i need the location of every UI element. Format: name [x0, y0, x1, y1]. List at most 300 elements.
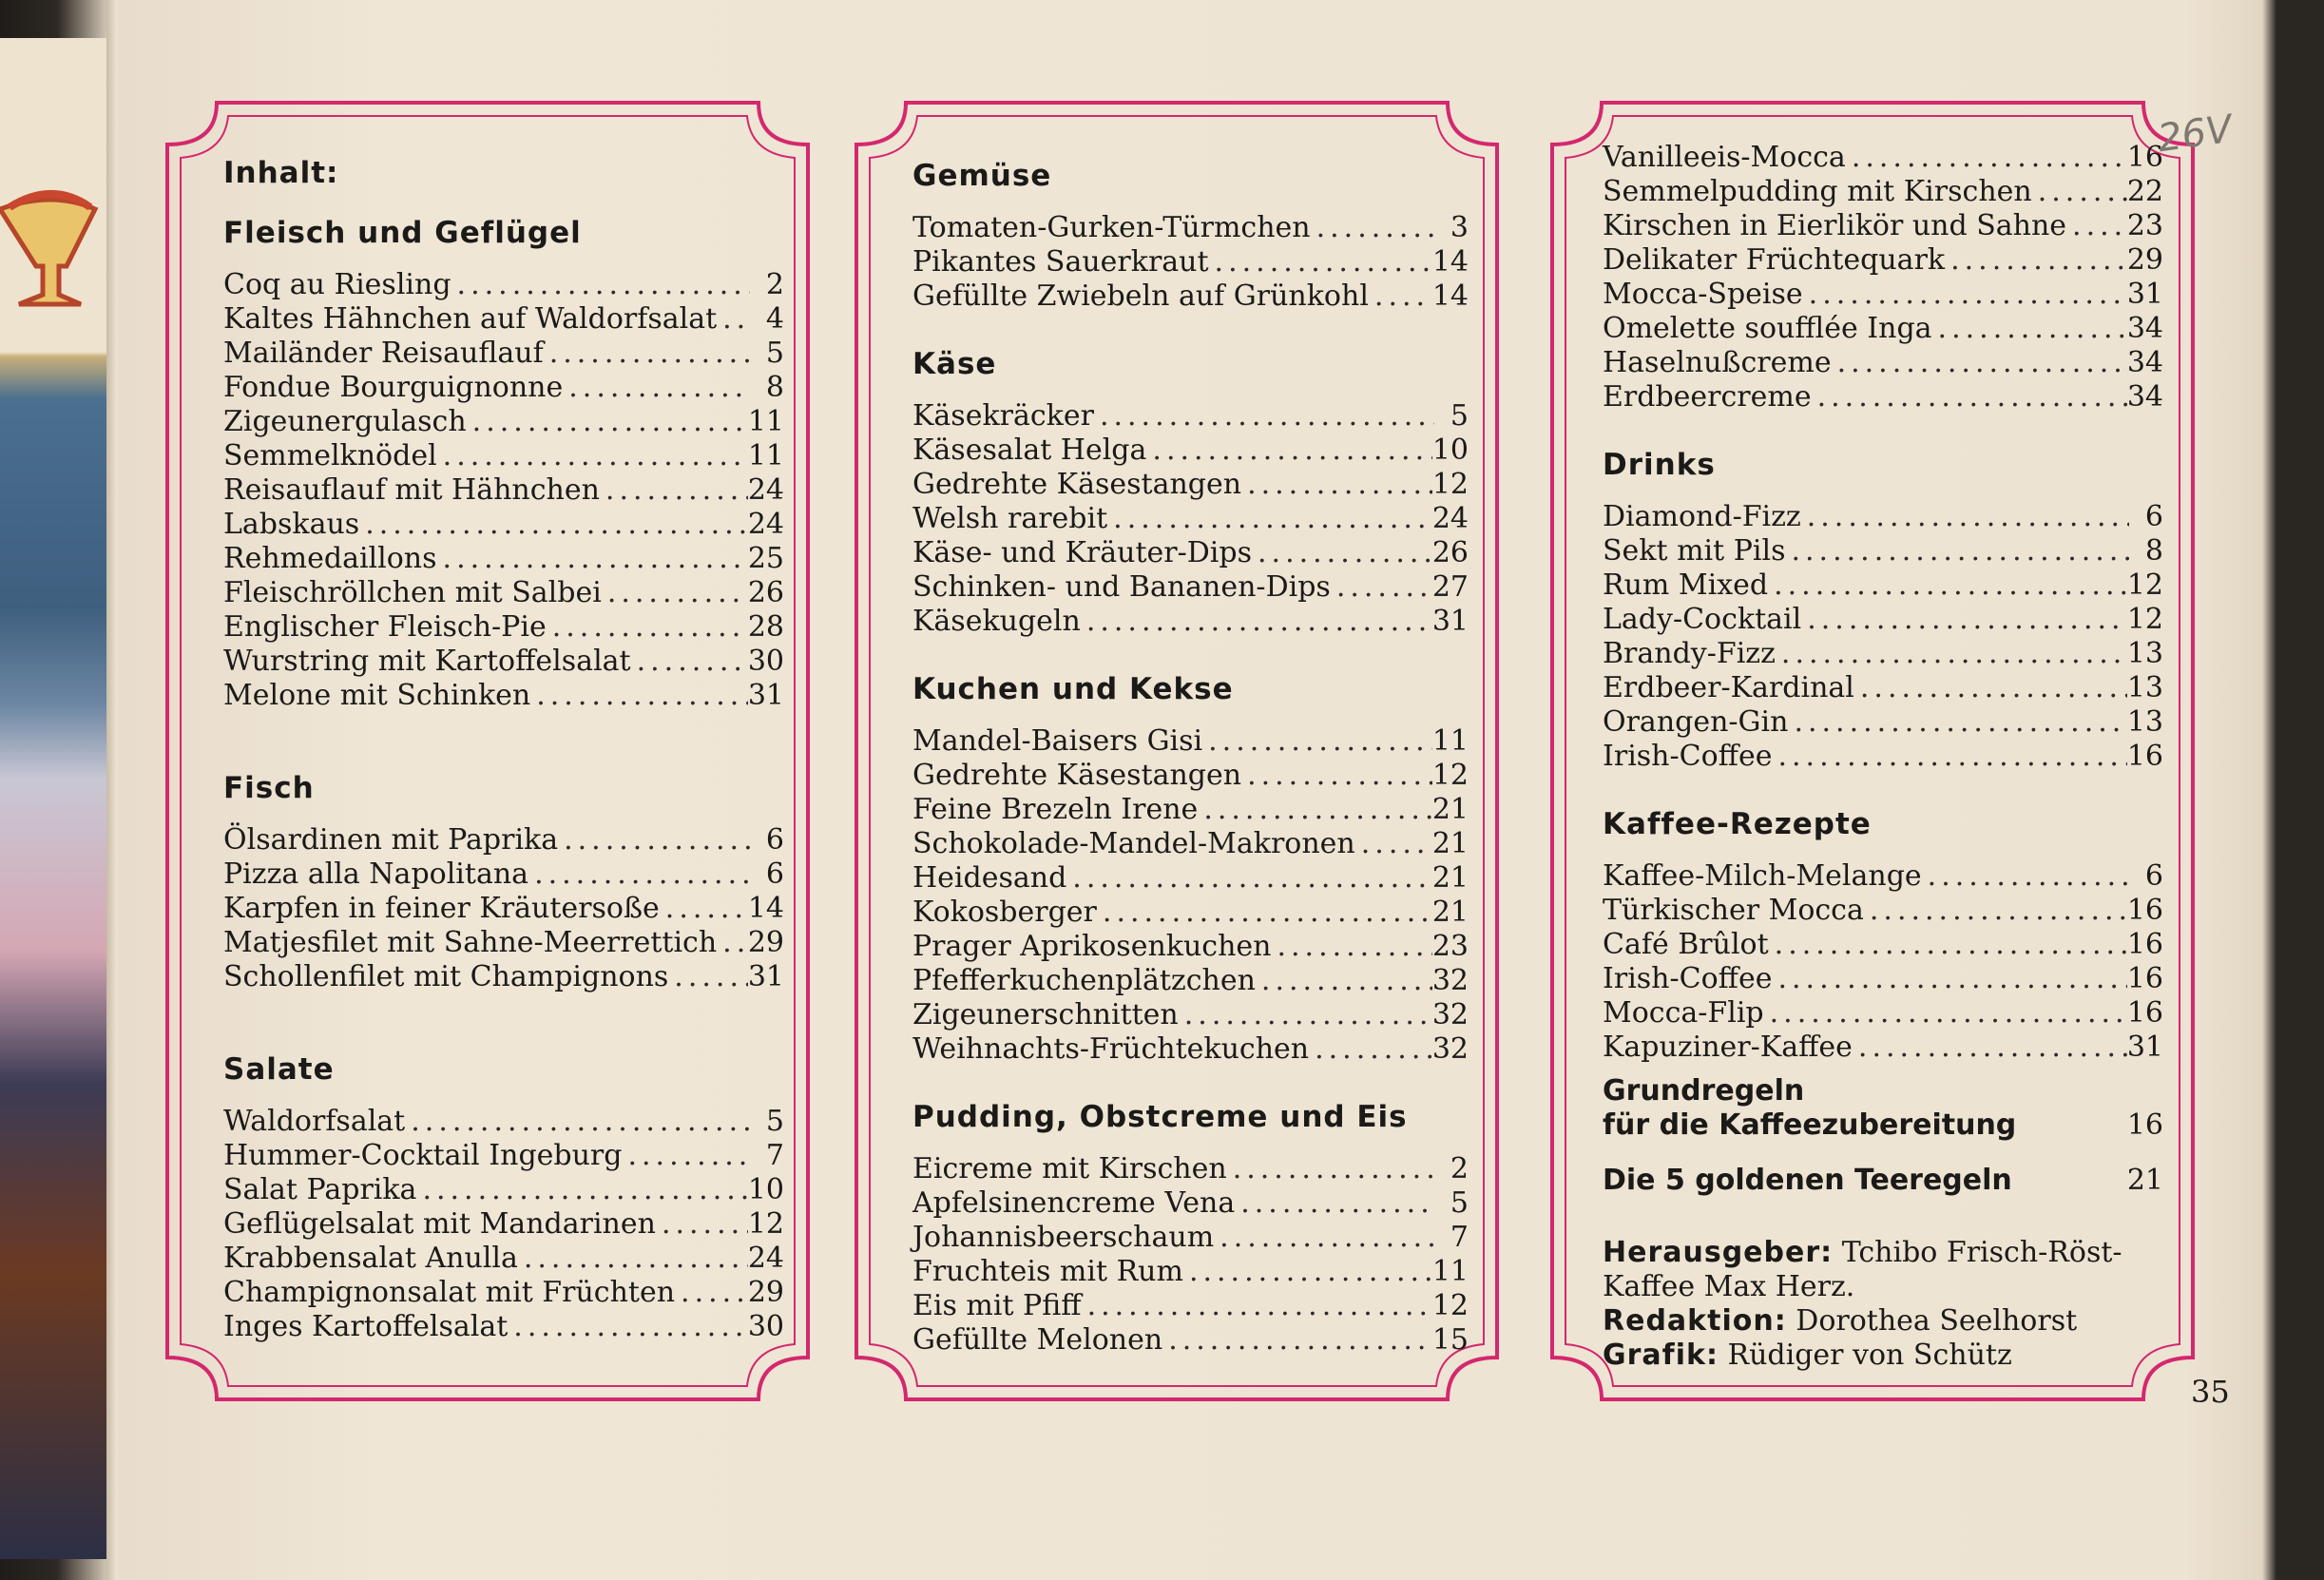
- page-number: 35: [2191, 1374, 2230, 1410]
- entry-page: 10: [1431, 434, 1469, 467]
- dot-leader: [1241, 759, 1432, 793]
- toc-column-1: [223, 154, 784, 1397]
- entry-title: Prager Aprikosenkuchen: [912, 930, 1272, 963]
- entry-page: 11: [747, 439, 784, 472]
- dot-leader: [1832, 346, 2127, 380]
- entry-page: 5: [1450, 399, 1469, 433]
- toc-entry: [223, 268, 784, 302]
- dot-leader: [1202, 724, 1432, 759]
- archive-pencil-mark: 26V: [2155, 106, 2236, 162]
- dot-leader: [451, 268, 750, 302]
- entry-page: 11: [747, 405, 784, 438]
- entry-title: Käsekugeln: [912, 605, 1081, 638]
- section-heading: Gemüse: [912, 159, 1052, 193]
- toc-entry: [223, 542, 784, 576]
- section-heading: Fisch: [223, 771, 315, 805]
- toc-entry: [912, 998, 1469, 1032]
- dot-leader: [544, 337, 750, 371]
- toc-entry: [223, 576, 784, 610]
- toc-entry: [912, 502, 1469, 536]
- dot-leader: [437, 439, 748, 473]
- dot-leader: [1785, 534, 2129, 568]
- toc-entry: [912, 211, 1469, 245]
- entry-title: Inges Kartoffelsalat: [223, 1310, 509, 1343]
- teeregeln-page: 21: [2126, 1164, 2163, 1197]
- col2-section: [912, 1095, 1469, 1358]
- dot-leader: [547, 610, 748, 645]
- toc-entry: [1603, 141, 2163, 175]
- entry-page: 11: [1431, 1255, 1469, 1288]
- entry-page: 14: [1431, 279, 1469, 313]
- dot-leader: [631, 645, 748, 679]
- entry-title: Apfelsinencreme Vena: [912, 1186, 1236, 1220]
- entry-list: [1603, 500, 2163, 774]
- toc-entry: [223, 926, 784, 960]
- entry-page: 10: [747, 1173, 784, 1206]
- entry-title: Vanilleeis-Mocca: [1603, 141, 1846, 174]
- dot-leader: [508, 1310, 748, 1344]
- entry-title: Schinken- und Bananen-Dips: [912, 570, 1331, 604]
- entry-title: Coq au Riesling: [223, 268, 451, 301]
- toc-entry: [912, 1186, 1469, 1221]
- dot-leader: [405, 1105, 750, 1139]
- toc-entry: [912, 399, 1469, 434]
- toc-entry: [1603, 380, 2163, 414]
- section-heading: Kuchen und Kekse: [912, 672, 1234, 706]
- entry-list: [912, 724, 1469, 1067]
- toc-entry: [1603, 671, 2163, 705]
- toc-entry: [223, 857, 784, 892]
- dot-leader: [1179, 998, 1432, 1032]
- entry-page: 6: [765, 823, 784, 857]
- dot-leader: [656, 1207, 748, 1242]
- toc-entry: [223, 892, 784, 926]
- entry-page: 6: [2144, 859, 2163, 893]
- dot-leader: [1932, 312, 2127, 346]
- dot-leader: [1801, 603, 2127, 637]
- dot-leader: [518, 1242, 748, 1276]
- toc-entry: [912, 861, 1469, 896]
- col2-sections: [912, 154, 1469, 1358]
- toc-entry: [912, 793, 1469, 827]
- entry-title: Salat Paprika: [223, 1173, 417, 1206]
- entry-title: Johannisbeerschaum: [912, 1221, 1215, 1254]
- entry-title: Türkischer Mocca: [1603, 894, 1864, 927]
- toc-entry: [1603, 346, 2163, 380]
- dot-leader: [675, 1276, 748, 1310]
- entry-page: 24: [747, 473, 784, 507]
- entry-page: 34: [2126, 380, 2163, 414]
- col3-section: [1603, 141, 2163, 414]
- entry-title: Melone mit Schinken: [223, 679, 531, 712]
- toc-entry: [912, 279, 1469, 314]
- dot-leader: [1853, 1031, 2127, 1065]
- toc-entry: [1603, 243, 2163, 278]
- entry-title: Champignonsalat mit Früchten: [223, 1276, 676, 1309]
- dot-leader: [1082, 1289, 1432, 1323]
- toc-entry: [1603, 962, 2163, 996]
- entry-title: Hummer-Cocktail Ingeburg: [223, 1139, 623, 1172]
- entry-page: 34: [2126, 312, 2163, 345]
- entry-title: Heidesand: [912, 861, 1067, 895]
- credit-redaktion: Redaktion: Dorothea Seelhorst: [1603, 1304, 2078, 1338]
- entry-title: Omelette soufflée Inga: [1603, 312, 1932, 345]
- entry-page: 5: [1450, 1186, 1469, 1220]
- entry-title: Pizza alla Napolitana: [223, 857, 529, 891]
- col3-section: [1603, 802, 2163, 1065]
- entry-title: Kapuziner-Kaffee: [1603, 1031, 1853, 1064]
- toc-entry: [1603, 637, 2163, 671]
- entry-title: Semmelpudding mit Kirschen: [1603, 175, 2032, 208]
- dot-leader: [1094, 399, 1434, 434]
- entry-title: Zigeunerschnitten: [912, 998, 1179, 1031]
- entry-title: Zigeunergulasch: [223, 405, 467, 438]
- toc-entry: [1603, 859, 2163, 894]
- toc-entry: [912, 759, 1469, 793]
- dot-leader: [1162, 1323, 1432, 1358]
- toc-entry: [223, 405, 784, 439]
- entry-title: Fondue Bourguignonne: [223, 371, 564, 404]
- entry-title: Orangen-Gin: [1603, 705, 1789, 739]
- toc-entry: [912, 434, 1469, 468]
- toc-entry: [223, 1242, 784, 1276]
- entry-title: Käsekräcker: [912, 399, 1094, 433]
- entry-page: 7: [765, 1139, 784, 1172]
- section-heading: Salate: [223, 1052, 335, 1087]
- toc-entry: [1603, 500, 2163, 534]
- entry-title: Haselnußcreme: [1603, 346, 1832, 379]
- dot-leader: [1081, 605, 1432, 639]
- entry-page: 2: [765, 268, 784, 301]
- entry-title: Pikantes Sauerkraut: [912, 245, 1209, 279]
- toc-entry: [912, 827, 1469, 861]
- dot-leader: [558, 823, 750, 857]
- entry-page: 16: [2126, 141, 2163, 174]
- dot-leader: [1235, 1186, 1434, 1221]
- entry-title: Gefüllte Zwiebeln auf Grünkohl: [912, 279, 1369, 313]
- entry-page: 14: [1431, 245, 1469, 279]
- entry-page: 13: [2126, 671, 2163, 704]
- entry-list: [223, 823, 784, 994]
- dot-leader: [528, 857, 750, 892]
- toc-entry: [223, 610, 784, 645]
- toc-entry: [1603, 312, 2163, 346]
- entry-page: 16: [2126, 962, 2163, 995]
- dot-leader: [1097, 896, 1432, 930]
- toc-column-3: [1603, 141, 2163, 1373]
- toc-entry: [223, 439, 784, 473]
- dot-leader: [1311, 211, 1434, 245]
- dot-leader: [1764, 996, 2127, 1031]
- entry-title: Welsh rarebit: [912, 502, 1108, 535]
- entry-page: 21: [1431, 827, 1469, 860]
- entry-title: Lady-Cocktail: [1603, 603, 1802, 636]
- dot-leader: [600, 473, 748, 508]
- entry-title: Rehmedaillons: [223, 542, 437, 575]
- dot-leader: [1846, 141, 2127, 175]
- entry-title: Reisauflauf mit Hähnchen: [223, 473, 600, 507]
- entry-page: 24: [747, 1242, 784, 1275]
- entry-page: 32: [1431, 1032, 1469, 1066]
- entry-page: 7: [1450, 1221, 1469, 1254]
- entry-title: Schokolade-Mandel-Makronen: [912, 827, 1355, 860]
- toc-entry: [912, 536, 1469, 570]
- toc-entry: [912, 896, 1469, 930]
- grundregeln-line1: Grundregeln: [1603, 1074, 1805, 1108]
- toc-entry: [1603, 603, 2163, 637]
- entry-title: Brandy-Fizz: [1603, 637, 1776, 670]
- toc-entry: [223, 823, 784, 857]
- toc-entry: [912, 724, 1469, 759]
- entry-page: 21: [1431, 861, 1469, 895]
- entry-page: 31: [747, 960, 784, 993]
- dot-leader: [1183, 1255, 1432, 1289]
- toc-entry: [912, 1221, 1469, 1255]
- dot-leader: [563, 371, 750, 405]
- dot-leader: [1227, 1152, 1434, 1186]
- entry-page: 12: [1431, 759, 1469, 792]
- entry-page: 13: [2126, 705, 2163, 739]
- dot-leader: [1769, 928, 2127, 962]
- dot-leader: [1812, 380, 2127, 414]
- entry-list: [223, 268, 784, 713]
- toc-entry: [223, 1105, 784, 1139]
- dot-leader: [1768, 568, 2127, 603]
- entry-title: Labskaus: [223, 508, 360, 541]
- entry-title: Irish-Coffee: [1603, 962, 1773, 995]
- entry-title: Krabbensalat Anulla: [223, 1242, 518, 1275]
- dot-leader: [1198, 793, 1432, 827]
- entry-page: 12: [2126, 568, 2163, 602]
- entry-title: Gedrehte Käsestangen: [912, 759, 1242, 792]
- entry-page: 6: [2144, 500, 2163, 533]
- dot-leader: [602, 576, 748, 610]
- entry-title: Café Brûlot: [1603, 928, 1769, 961]
- entry-page: 29: [747, 926, 784, 959]
- entry-title: Weihnachts-Früchtekuchen: [912, 1032, 1310, 1066]
- entry-page: 8: [2144, 534, 2163, 568]
- entry-title: Semmelknödel: [223, 439, 437, 472]
- entry-page: 30: [747, 1310, 784, 1343]
- toc-entry: [912, 570, 1469, 605]
- entry-title: Mandel-Baisers Gisi: [912, 724, 1203, 758]
- dot-leader: [1209, 245, 1432, 279]
- dot-leader: [660, 892, 748, 926]
- dot-leader: [2032, 175, 2127, 209]
- col1-section: [223, 211, 784, 713]
- grundregeln-page: 16: [2126, 1108, 2163, 1142]
- col1-section: [223, 1048, 784, 1344]
- entry-title: Diamond-Fizz: [1603, 500, 1801, 533]
- dot-leader: [1803, 278, 2127, 312]
- toc-entry: [1603, 894, 2163, 928]
- entry-title: Fleischröllchen mit Salbei: [223, 576, 602, 609]
- entry-title: Matjesfilet mit Sahne-Meerrettich: [223, 926, 718, 959]
- entry-page: 12: [747, 1207, 784, 1241]
- cocktail-glass-icon: [0, 181, 105, 314]
- entry-page: 11: [1431, 724, 1469, 758]
- section-heading: Pudding, Obstcreme und Eis: [912, 1100, 1408, 1134]
- entry-list: [912, 211, 1469, 314]
- toc-entry: [1603, 928, 2163, 962]
- entry-title: Eis mit Pfiff: [912, 1289, 1082, 1322]
- entry-title: Irish-Coffee: [1603, 740, 1773, 773]
- entry-page: 24: [1431, 502, 1469, 535]
- entry-page: 31: [1431, 605, 1469, 638]
- dot-leader: [1107, 502, 1432, 536]
- entry-title: Waldorfsalat: [223, 1105, 406, 1138]
- entry-page: 3: [1450, 211, 1469, 244]
- dot-leader: [1331, 570, 1432, 605]
- entry-title: Karpfen in feiner Kräutersoße: [223, 892, 660, 925]
- dot-leader: [530, 679, 748, 713]
- col1-section: [223, 766, 784, 994]
- entry-page: 31: [747, 679, 784, 712]
- entry-page: 26: [1431, 536, 1469, 569]
- book-spine: [106, 0, 118, 1580]
- entry-list: [912, 399, 1469, 639]
- dot-leader: [717, 926, 748, 960]
- entry-title: Schollenfilet mit Champignons: [223, 960, 669, 993]
- entry-title: Feine Brezeln Irene: [912, 793, 1199, 826]
- dot-leader: [1146, 434, 1431, 468]
- toc-entry: [223, 1276, 784, 1310]
- toc-entry: [1603, 209, 2163, 243]
- toc-entry: [912, 964, 1469, 998]
- entry-title: Erdbeercreme: [1603, 380, 1812, 414]
- entry-page: 21: [1431, 896, 1469, 929]
- entry-title: Käse- und Kräuter-Dips: [912, 536, 1252, 569]
- entry-page: 25: [747, 542, 784, 575]
- dot-leader: [668, 960, 748, 994]
- dot-leader: [1271, 930, 1431, 964]
- entry-title: Rum Mixed: [1603, 568, 1769, 602]
- entry-page: 29: [2126, 243, 2163, 277]
- toc-entry: [1603, 568, 2163, 603]
- credit-herausgeber: Herausgeber: Tchibo Frisch-Röst-Kaffee Max Herz.: [1603, 1236, 2122, 1303]
- toc-entry: [223, 508, 784, 542]
- dot-leader: [1214, 1221, 1434, 1255]
- dot-leader: [416, 1173, 747, 1207]
- entry-page: 12: [2126, 603, 2163, 636]
- col2-section: [912, 154, 1469, 314]
- dot-leader: [2066, 209, 2127, 243]
- entry-page: 15: [1431, 1323, 1469, 1357]
- dot-leader: [1256, 964, 1432, 998]
- toc-entry: [223, 1207, 784, 1242]
- toc-entry: [1603, 175, 2163, 209]
- toc-entry: [912, 1255, 1469, 1289]
- entry-page: 31: [2126, 278, 2163, 311]
- entry-title: Gefüllte Melonen: [912, 1323, 1163, 1357]
- entry-page: 6: [765, 857, 784, 891]
- toc-entry: [223, 337, 784, 371]
- toc-entry: [912, 930, 1469, 964]
- entry-title: Wurstring mit Kartoffelsalat: [223, 645, 631, 678]
- dot-leader: [437, 542, 748, 576]
- entry-title: Sekt mit Pils: [1603, 534, 1786, 568]
- entry-title: Gedrehte Käsestangen: [912, 468, 1242, 501]
- entry-title: Erdbeer-Kardinal: [1603, 671, 1854, 704]
- left-page-photo: [0, 38, 116, 1559]
- entry-page: 23: [1431, 930, 1469, 963]
- toc-entry: [223, 1173, 784, 1207]
- col1-sections: [223, 211, 784, 1344]
- entry-page: 12: [1431, 1289, 1469, 1322]
- entry-page: 16: [2126, 894, 2163, 927]
- entry-page: 22: [2126, 175, 2163, 208]
- dot-leader: [1369, 279, 1432, 314]
- toc-entry: [223, 473, 784, 508]
- dot-leader: [1309, 1032, 1432, 1067]
- dot-leader: [1252, 536, 1432, 570]
- entry-title: Käsesalat Helga: [912, 434, 1147, 467]
- dot-leader: [1066, 861, 1432, 896]
- entry-list: [1603, 859, 2163, 1065]
- entry-page: 14: [747, 892, 784, 925]
- entry-page: 12: [1431, 468, 1469, 501]
- toc-entry: [223, 679, 784, 713]
- entry-title: Tomaten-Gurken-Türmchen: [912, 211, 1311, 244]
- toc-entry: [912, 245, 1469, 279]
- toc-entry: [912, 468, 1469, 502]
- entry-page: 30: [747, 645, 784, 678]
- toc-column-2: [912, 154, 1469, 1386]
- toc-entry: [1603, 705, 2163, 740]
- entry-page: 16: [2126, 996, 2163, 1030]
- dot-leader: [1945, 243, 2127, 278]
- entry-title: Kaltes Hähnchen auf Waldorfsalat: [223, 302, 718, 336]
- entry-title: Mocca-Speise: [1603, 278, 1803, 311]
- toc-entry: [223, 645, 784, 679]
- dot-leader: [1801, 500, 2129, 534]
- entry-page: 31: [2126, 1031, 2163, 1064]
- toc-entry: [223, 371, 784, 405]
- section-heading: Drinks: [1603, 448, 1716, 482]
- toc-entry: [1603, 278, 2163, 312]
- page-title: Inhalt:: [223, 156, 339, 190]
- entry-list: [912, 1152, 1469, 1358]
- entry-page: 8: [765, 371, 784, 404]
- col3-sections: [1603, 141, 2163, 1065]
- dot-leader: [1922, 859, 2129, 894]
- section-heading: Fleisch und Geflügel: [223, 216, 582, 250]
- entry-title: Englischer Fleisch-Pie: [223, 610, 547, 644]
- dot-leader: [1355, 827, 1432, 861]
- toc-entry: [223, 960, 784, 994]
- dot-leader: [1854, 671, 2127, 705]
- dot-leader: [1772, 962, 2126, 996]
- dot-leader: [1788, 705, 2126, 740]
- toc-entry: [1603, 1031, 2163, 1065]
- entry-title: Kokosberger: [912, 896, 1097, 929]
- entry-page: 29: [747, 1276, 784, 1309]
- entry-page: 5: [765, 1105, 784, 1138]
- section-heading: Käse: [912, 347, 997, 381]
- entry-page: 32: [1431, 998, 1469, 1031]
- toc-entry: [1603, 534, 2163, 568]
- entry-title: Delikater Früchtequark: [1603, 243, 1946, 277]
- entry-page: 26: [747, 576, 784, 609]
- dot-leader: [1241, 468, 1432, 502]
- toc-entry: [223, 1310, 784, 1344]
- toc-entry: [223, 302, 784, 337]
- section-heading: Kaffee-Rezepte: [1603, 807, 1872, 841]
- entry-title: Kaffee-Milch-Melange: [1603, 859, 1922, 893]
- toc-entry: [912, 1152, 1469, 1186]
- toc-entry: [912, 1032, 1469, 1067]
- entry-title: Mocca-Flip: [1603, 996, 1764, 1030]
